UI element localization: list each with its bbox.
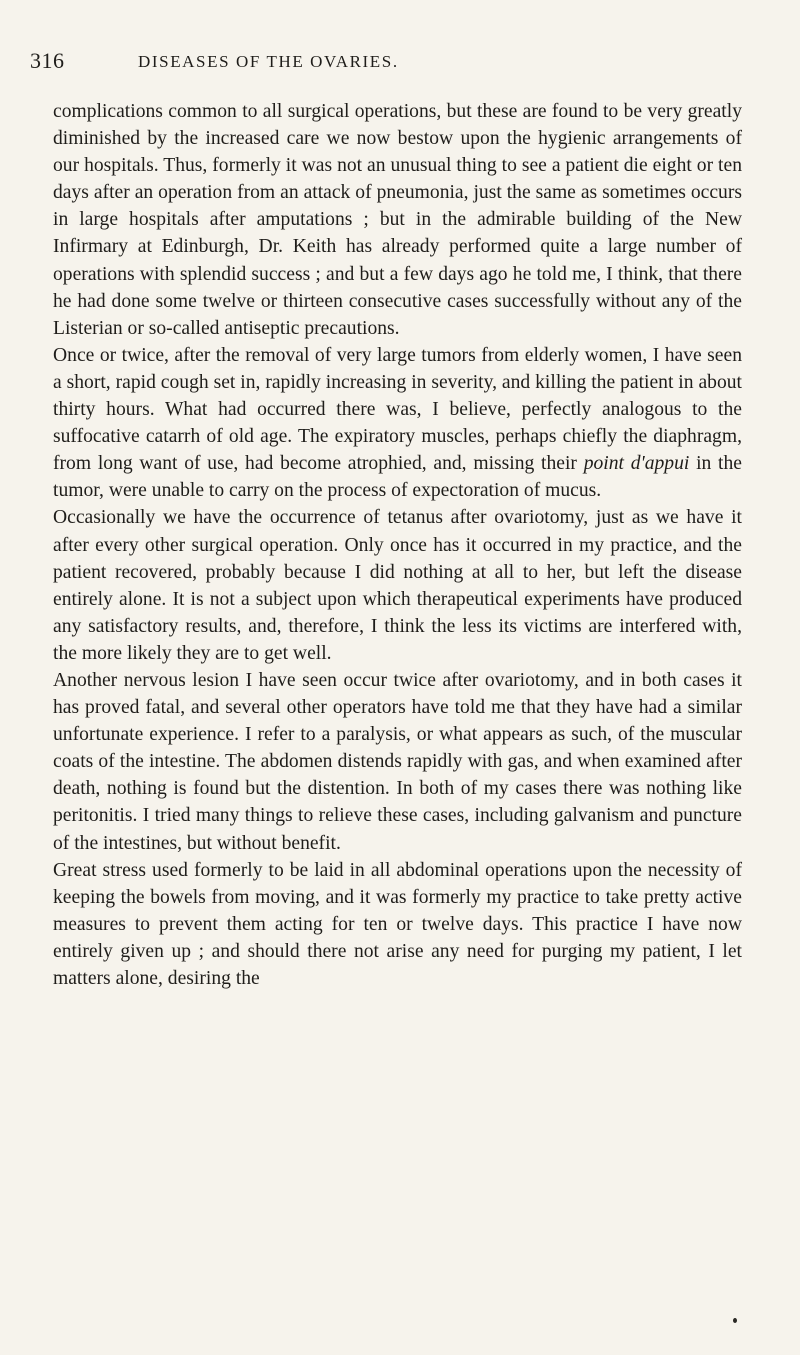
ink-speck <box>733 1318 737 1323</box>
cough-text-end: in the tumor, were unable to carry on the process of expectoration of mucus. <box>53 453 742 502</box>
paragraph-bowels: Great stress used formerly to be laid in all abdominal operations upon the necessity of keeping the bowels from moving, and it was formerly my practice to take pretty active measures to prevent them acting for ten or twelve days. This practice I have now entirely given up ; and should there not arise any need for purging my patient, I let matters alone, desiring the <box>53 859 742 989</box>
italic-phrase: point d'appui <box>583 453 690 475</box>
paragraph-cough <box>53 342 742 505</box>
page-number: 316 <box>30 48 65 73</box>
paragraph-tetanus: Occasionally we have the occurrence of tetanus after ovariotomy, just as we have it after every other surgical operation. Only once has it occurred in my practice, and the patient recovered, probably because I did nothing at all to her, but left the disease entirely alone. It is not a subject upon which therapeutical experiments have produced any satisfactory results, and, therefore, I think the less its victims are interfered with, the more likely they are to get well. <box>53 507 742 664</box>
cough-text-start: Once or twice, after the removal of very large tumors from elderly women, I have seen a short, rapid cough set in, rapidly increasing in severity, and killing the patient in about thirty hours. What had occurred there was, I believe, perfectly analogous to the suffocative catarrh of old age. The expiratory muscles, perhaps chiefly the diaphragm, from long want of use, had become atrophied, and, missing their <box>53 344 742 475</box>
running-title: DISEASES OF THE OVARIES. <box>138 52 399 71</box>
paragraph-intestinal-paralysis: Another nervous lesion I have seen occur twice after ovariotomy, and in both cases it has proved fatal, and several other operators have told me that they have had a similar unfortunate experience. I refer to a paralysis, or what appears as such, of the muscular coats of the intestine. The abdomen distends rapidly with gas, and when examined after death, nothing is found but the distention. In both of my cases there was nothing like peritonitis. I tried many things to relieve these cases, including galvanism and puncture of the intestines, but without benefit. <box>53 669 742 854</box>
running-head <box>30 48 770 78</box>
paragraph-hygiene: complications common to all surgical operations, but these are found to be very greatly diminished by the increased care we now bestow upon the hygienic arrangements of our hospitals. Thus, formerly it was not an unusual thing to see a patient die eight or ten days after an operation from an attack of pneumonia, just the same as sometimes occurs in large hospitals after amputations ; but in the admirable building of the New Infirmary at Edinburgh, Dr. Keith has already performed quite a large number of operations with splendid success ; and but a few days ago he told me, I think, that there he had done some twelve or thirteen consecutive cases successfully without any of the Listerian or so-called antiseptic precautions. <box>53 101 742 339</box>
body-text <box>53 98 742 992</box>
